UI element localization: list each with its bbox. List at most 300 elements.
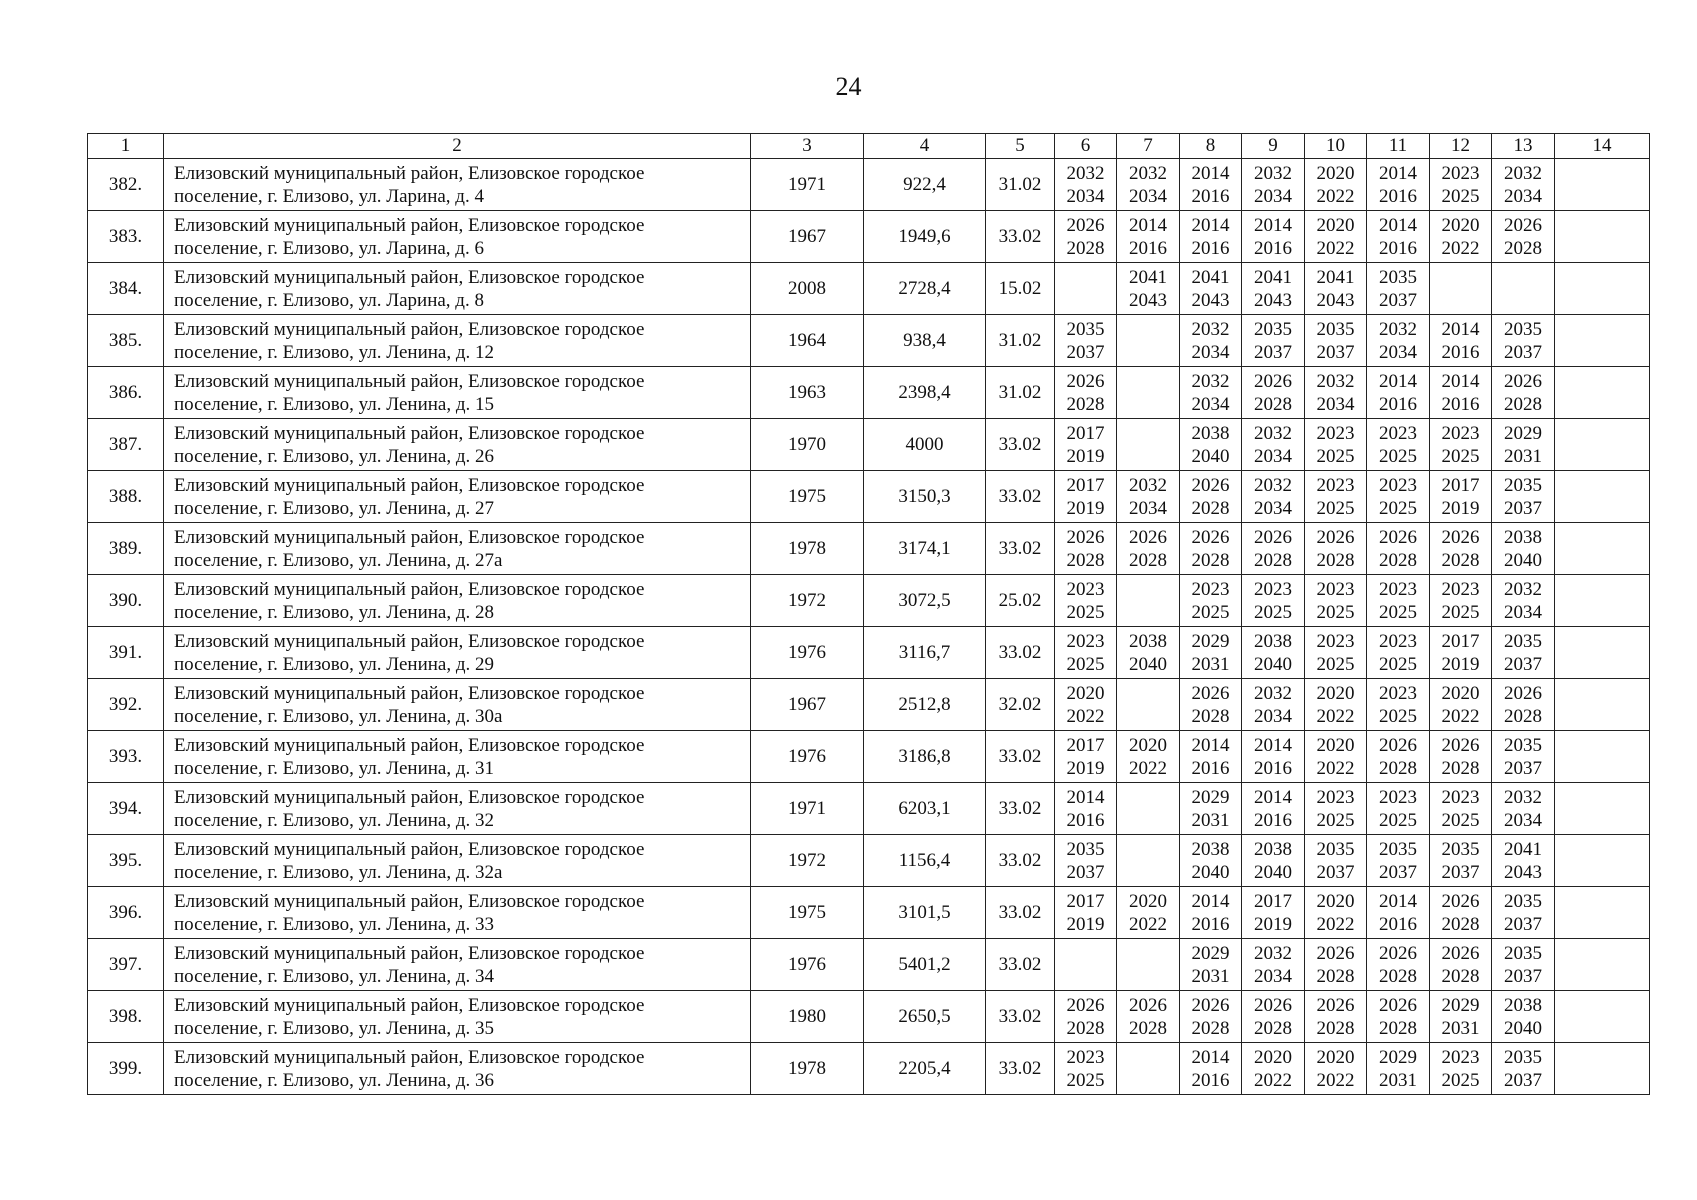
period-end-year: 2016 [1191, 913, 1230, 935]
column-number-header: 4 [864, 134, 986, 159]
period-start-year: 2023 [1379, 422, 1417, 444]
period-start-year: 2020 [1316, 734, 1355, 756]
period-cell [1180, 471, 1242, 523]
row-number-cell: 384. [88, 263, 164, 315]
period-start-year: 2014 [1066, 786, 1105, 808]
period-cell [1180, 991, 1242, 1043]
period-cell [1367, 991, 1430, 1043]
period-start-year: 2020 [1316, 682, 1355, 704]
period-cell [1430, 627, 1492, 679]
period-cell [1430, 731, 1492, 783]
period-cell [1367, 523, 1430, 575]
period-cell [1305, 627, 1367, 679]
period-cell [1180, 367, 1242, 419]
address-line: поселение, г. Елизово, ул. Ленина, д. 27а [174, 549, 503, 571]
period-start-year: 2026 [1066, 370, 1105, 392]
period-start-year: 2023 [1254, 578, 1292, 600]
period-end-year: 2022 [1316, 185, 1355, 207]
period-end-year: 2022 [1129, 913, 1167, 935]
period-start-year: 2014 [1191, 734, 1230, 756]
period-end-year: 2016 [1379, 393, 1417, 415]
row-number-cell: 386. [88, 367, 164, 419]
period-cell [1305, 1043, 1367, 1095]
address-cell [164, 679, 751, 731]
period-end-year: 2019 [1066, 497, 1105, 519]
row-number-cell: 398. [88, 991, 164, 1043]
period-start-year: 2026 [1379, 942, 1417, 964]
housing-register-table [87, 133, 1650, 1095]
code-cell: 32.02 [986, 679, 1055, 731]
period-cell [1242, 627, 1305, 679]
period-end-year: 2043 [1191, 289, 1230, 311]
period-start-year: 2035 [1316, 838, 1355, 860]
table-row [88, 315, 1650, 367]
period-cell [1492, 731, 1555, 783]
period-end-year: 2025 [1066, 1069, 1105, 1091]
period-end-year: 2028 [1504, 705, 1542, 727]
period-cell [1305, 939, 1367, 991]
period-start-year: 2026 [1379, 526, 1417, 548]
address-line: поселение, г. Елизово, ул. Ленина, д. 32а [174, 861, 503, 883]
period-start-year: 2038 [1129, 630, 1167, 652]
period-start-year: 2026 [1066, 526, 1105, 548]
year-cell: 1972 [751, 575, 864, 627]
period-cell [1305, 991, 1367, 1043]
address-cell [164, 419, 751, 471]
period-cell [1430, 315, 1492, 367]
period-cell [1180, 1043, 1242, 1095]
column-14-cell [1555, 263, 1650, 315]
period-end-year: 2016 [1254, 237, 1292, 259]
period-cell [1492, 419, 1555, 471]
column-number-header: 12 [1430, 134, 1492, 159]
period-end-year: 2022 [1316, 757, 1355, 779]
table-row [88, 523, 1650, 575]
period-end-year: 2022 [1441, 705, 1480, 727]
period-cell [1367, 835, 1430, 887]
address-line: Елизовский муниципальный район, Елизовское городское [174, 318, 645, 340]
period-start-year: 2035 [1379, 838, 1417, 860]
period-cell [1055, 679, 1117, 731]
period-start-year: 2026 [1066, 214, 1105, 236]
period-start-year: 2035 [1504, 734, 1542, 756]
period-end-year: 2034 [1129, 185, 1167, 207]
period-end-year: 2016 [1379, 185, 1417, 207]
period-end-year: 2040 [1191, 861, 1230, 883]
period-end-year: 2016 [1191, 1069, 1230, 1091]
period-cell [1492, 211, 1555, 263]
address-line: поселение, г. Елизово, ул. Ленина, д. 15 [174, 393, 495, 415]
period-start-year: 2020 [1441, 214, 1480, 236]
period-end-year: 2034 [1191, 341, 1230, 363]
area-cell: 3186,8 [864, 731, 986, 783]
address-line: Елизовский муниципальный район, Елизовское городское [174, 994, 645, 1016]
period-end-year: 2019 [1066, 757, 1105, 779]
address-line: поселение, г. Елизово, ул. Ларина, д. 6 [174, 237, 484, 259]
period-end-year: 2028 [1379, 1017, 1417, 1039]
period-end-year: 2031 [1504, 445, 1542, 467]
code-cell: 33.02 [986, 991, 1055, 1043]
period-start-year: 2029 [1379, 1046, 1417, 1068]
address-cell [164, 211, 751, 263]
table-row [88, 1043, 1650, 1095]
period-end-year: 2016 [1254, 809, 1292, 831]
period-cell [1055, 835, 1117, 887]
period-cell [1492, 939, 1555, 991]
period-start-year: 2023 [1379, 578, 1417, 600]
address-line: Елизовский муниципальный район, Елизовское городское [174, 890, 645, 912]
code-cell: 15.02 [986, 263, 1055, 315]
period-cell [1492, 159, 1555, 211]
period-cell [1492, 367, 1555, 419]
period-end-year: 2028 [1066, 393, 1105, 415]
period-cell [1305, 575, 1367, 627]
header-row [88, 134, 1650, 159]
column-number-header: 13 [1492, 134, 1555, 159]
column-14-cell [1555, 419, 1650, 471]
period-start-year: 2026 [1441, 890, 1480, 912]
period-end-year: 2016 [1191, 757, 1230, 779]
period-start-year: 2017 [1254, 890, 1292, 912]
period-start-year: 2014 [1379, 162, 1417, 184]
period-end-year: 2028 [1066, 1017, 1105, 1039]
year-cell: 1976 [751, 939, 864, 991]
area-cell: 2512,8 [864, 679, 986, 731]
address-line: поселение, г. Елизово, ул. Ленина, д. 35 [174, 1017, 495, 1039]
period-cell [1492, 679, 1555, 731]
period-end-year: 2037 [1504, 757, 1542, 779]
period-end-year: 2037 [1066, 861, 1105, 883]
period-end-year: 2016 [1191, 185, 1230, 207]
column-14-cell [1555, 835, 1650, 887]
period-cell [1055, 783, 1117, 835]
period-start-year: 2014 [1254, 786, 1292, 808]
period-cell [1117, 263, 1180, 315]
period-cell [1367, 1043, 1430, 1095]
period-cell [1492, 575, 1555, 627]
period-end-year: 2025 [1441, 1069, 1480, 1091]
period-start-year: 2026 [1254, 370, 1292, 392]
period-end-year: 2028 [1379, 965, 1417, 987]
code-cell: 31.02 [986, 367, 1055, 419]
year-cell: 1967 [751, 211, 864, 263]
address-cell [164, 315, 751, 367]
period-end-year: 2025 [1066, 601, 1105, 623]
period-cell [1055, 419, 1117, 471]
period-start-year: 2035 [1254, 318, 1292, 340]
period-end-year: 2037 [1379, 861, 1417, 883]
period-cell [1055, 211, 1117, 263]
period-end-year: 2019 [1441, 653, 1480, 675]
area-cell: 3101,5 [864, 887, 986, 939]
period-start-year: 2032 [1254, 942, 1292, 964]
period-cell [1180, 731, 1242, 783]
period-start-year: 2023 [1066, 578, 1105, 600]
table-row [88, 471, 1650, 523]
code-cell: 33.02 [986, 1043, 1055, 1095]
address-line: поселение, г. Елизово, ул. Ленина, д. 30а [174, 705, 503, 727]
address-line: поселение, г. Елизово, ул. Ларина, д. 4 [174, 185, 484, 207]
year-cell: 1978 [751, 1043, 864, 1095]
row-number-cell: 390. [88, 575, 164, 627]
column-14-cell [1555, 627, 1650, 679]
period-start-year: 2017 [1441, 630, 1480, 652]
period-end-year: 2037 [1504, 1069, 1542, 1091]
period-cell [1305, 367, 1367, 419]
period-end-year: 2025 [1379, 705, 1417, 727]
period-end-year: 2037 [1504, 653, 1542, 675]
period-cell [1055, 471, 1117, 523]
period-cell [1305, 523, 1367, 575]
period-start-year: 2026 [1316, 526, 1355, 548]
period-end-year: 2037 [1504, 965, 1542, 987]
period-end-year: 2037 [1504, 913, 1542, 935]
table-row [88, 939, 1650, 991]
code-cell: 33.02 [986, 419, 1055, 471]
period-cell [1117, 211, 1180, 263]
period-start-year: 2041 [1191, 266, 1230, 288]
period-end-year: 2025 [1316, 445, 1355, 467]
period-cell [1117, 367, 1180, 419]
period-cell [1492, 523, 1555, 575]
period-cell [1492, 471, 1555, 523]
column-number-header: 8 [1180, 134, 1242, 159]
row-number-cell: 393. [88, 731, 164, 783]
period-end-year: 2040 [1191, 445, 1230, 467]
row-number-cell: 382. [88, 159, 164, 211]
period-start-year: 2020 [1441, 682, 1480, 704]
column-14-cell [1555, 211, 1650, 263]
address-line: поселение, г. Елизово, ул. Ленина, д. 26 [174, 445, 495, 467]
period-end-year: 2028 [1379, 549, 1417, 571]
period-end-year: 2031 [1379, 1069, 1417, 1091]
area-cell: 2650,5 [864, 991, 986, 1043]
period-start-year: 2017 [1066, 474, 1105, 496]
area-cell: 2728,4 [864, 263, 986, 315]
period-end-year: 2025 [1379, 445, 1417, 467]
period-cell [1242, 939, 1305, 991]
period-start-year: 2038 [1191, 422, 1230, 444]
period-start-year: 2038 [1254, 838, 1292, 860]
period-end-year: 2025 [1316, 653, 1355, 675]
address-line: поселение, г. Елизово, ул. Ларина, д. 8 [174, 289, 484, 311]
period-end-year: 2034 [1379, 341, 1417, 363]
code-cell: 33.02 [986, 887, 1055, 939]
period-start-year: 2023 [1316, 630, 1355, 652]
period-cell [1055, 159, 1117, 211]
column-14-cell [1555, 315, 1650, 367]
period-start-year: 2035 [1504, 474, 1542, 496]
period-cell [1180, 419, 1242, 471]
period-start-year: 2014 [1254, 734, 1292, 756]
period-start-year: 2023 [1316, 786, 1355, 808]
period-start-year: 2023 [1441, 162, 1480, 184]
period-start-year: 2014 [1379, 370, 1417, 392]
period-cell [1242, 887, 1305, 939]
area-cell: 4000 [864, 419, 986, 471]
period-end-year: 2040 [1129, 653, 1167, 675]
period-cell [1492, 835, 1555, 887]
address-line: Елизовский муниципальный район, Елизовское городское [174, 474, 645, 496]
period-cell [1117, 159, 1180, 211]
period-start-year: 2020 [1129, 734, 1167, 756]
period-cell [1055, 1043, 1117, 1095]
period-start-year: 2020 [1316, 890, 1355, 912]
table-row [88, 835, 1650, 887]
period-end-year: 2028 [1191, 1017, 1230, 1039]
period-end-year: 2016 [1379, 913, 1417, 935]
column-14-cell [1555, 523, 1650, 575]
column-number-header: 7 [1117, 134, 1180, 159]
column-14-cell [1555, 1043, 1650, 1095]
period-end-year: 2028 [1441, 757, 1480, 779]
period-cell [1055, 627, 1117, 679]
period-cell [1305, 419, 1367, 471]
period-cell [1430, 523, 1492, 575]
period-start-year: 2023 [1316, 422, 1355, 444]
period-start-year: 2026 [1191, 474, 1230, 496]
period-end-year: 2034 [1191, 393, 1230, 415]
period-start-year: 2014 [1191, 1046, 1230, 1068]
period-cell [1242, 419, 1305, 471]
year-cell: 1964 [751, 315, 864, 367]
period-cell [1367, 419, 1430, 471]
period-end-year: 2040 [1504, 1017, 1542, 1039]
period-end-year: 2016 [1441, 341, 1480, 363]
period-end-year: 2022 [1066, 705, 1105, 727]
period-end-year: 2019 [1066, 445, 1105, 467]
period-end-year: 2022 [1254, 1069, 1292, 1091]
period-cell [1180, 211, 1242, 263]
period-end-year: 2028 [1254, 1017, 1292, 1039]
code-cell: 31.02 [986, 159, 1055, 211]
period-cell [1055, 523, 1117, 575]
period-start-year: 2032 [1504, 162, 1542, 184]
period-end-year: 2043 [1254, 289, 1292, 311]
address-line: Елизовский муниципальный район, Елизовское городское [174, 1046, 645, 1068]
period-end-year: 2034 [1129, 497, 1167, 519]
period-cell [1305, 679, 1367, 731]
table-row [88, 159, 1650, 211]
period-end-year: 2025 [1316, 601, 1355, 623]
code-cell: 33.02 [986, 627, 1055, 679]
row-number-cell: 399. [88, 1043, 164, 1095]
period-end-year: 2025 [1316, 497, 1355, 519]
period-cell [1367, 211, 1430, 263]
period-cell [1430, 1043, 1492, 1095]
period-end-year: 2037 [1504, 497, 1542, 519]
period-start-year: 2041 [1316, 266, 1355, 288]
column-number-header: 3 [751, 134, 864, 159]
period-cell [1367, 731, 1430, 783]
period-cell [1367, 315, 1430, 367]
period-end-year: 2025 [1379, 809, 1417, 831]
row-number-cell: 392. [88, 679, 164, 731]
period-end-year: 2025 [1254, 601, 1292, 623]
period-cell [1180, 783, 1242, 835]
period-cell [1117, 679, 1180, 731]
period-start-year: 2014 [1441, 370, 1480, 392]
period-start-year: 2035 [1441, 838, 1480, 860]
period-cell [1305, 783, 1367, 835]
period-end-year: 2028 [1254, 393, 1292, 415]
period-start-year: 2023 [1066, 630, 1105, 652]
period-cell [1055, 731, 1117, 783]
year-cell: 1971 [751, 159, 864, 211]
period-end-year: 2016 [1129, 237, 1167, 259]
period-cell [1117, 835, 1180, 887]
period-start-year: 2032 [1254, 422, 1292, 444]
code-cell: 31.02 [986, 315, 1055, 367]
period-start-year: 2032 [1191, 370, 1230, 392]
address-line: Елизовский муниципальный район, Елизовское городское [174, 786, 645, 808]
address-line: Елизовский муниципальный район, Елизовское городское [174, 422, 645, 444]
table-row [88, 367, 1650, 419]
area-cell: 1949,6 [864, 211, 986, 263]
period-cell [1430, 211, 1492, 263]
period-end-year: 2031 [1441, 1017, 1480, 1039]
period-cell [1117, 523, 1180, 575]
period-end-year: 2034 [1254, 445, 1292, 467]
period-start-year: 2035 [1504, 630, 1542, 652]
period-end-year: 2037 [1504, 341, 1542, 363]
period-cell [1180, 939, 1242, 991]
area-cell: 3116,7 [864, 627, 986, 679]
year-cell: 1971 [751, 783, 864, 835]
address-line: поселение, г. Елизово, ул. Ленина, д. 34 [174, 965, 495, 987]
page-number: 24 [835, 72, 862, 101]
year-cell: 1980 [751, 991, 864, 1043]
code-cell: 33.02 [986, 523, 1055, 575]
period-cell [1305, 731, 1367, 783]
year-cell: 1975 [751, 471, 864, 523]
period-end-year: 2022 [1316, 913, 1355, 935]
period-cell [1180, 627, 1242, 679]
period-end-year: 2034 [1254, 497, 1292, 519]
address-cell [164, 263, 751, 315]
period-end-year: 2028 [1441, 913, 1480, 935]
period-cell [1367, 575, 1430, 627]
address-line: Елизовский муниципальный район, Елизовское городское [174, 630, 645, 652]
period-start-year: 2032 [1379, 318, 1417, 340]
period-start-year: 2023 [1191, 578, 1230, 600]
column-14-cell [1555, 159, 1650, 211]
address-cell [164, 731, 751, 783]
period-cell [1055, 939, 1117, 991]
period-start-year: 2026 [1441, 734, 1480, 756]
address-line: Елизовский муниципальный район, Елизовское городское [174, 214, 645, 236]
period-cell [1242, 575, 1305, 627]
row-number-cell: 391. [88, 627, 164, 679]
period-start-year: 2035 [1066, 838, 1105, 860]
address-line: поселение, г. Елизово, ул. Ленина, д. 36 [174, 1069, 495, 1091]
table-row [88, 783, 1650, 835]
period-end-year: 2028 [1504, 237, 1542, 259]
code-cell: 25.02 [986, 575, 1055, 627]
year-cell: 1967 [751, 679, 864, 731]
period-end-year: 2019 [1066, 913, 1105, 935]
period-end-year: 2028 [1316, 965, 1355, 987]
period-cell [1180, 315, 1242, 367]
period-start-year: 2026 [1191, 526, 1230, 548]
period-start-year: 2023 [1316, 578, 1355, 600]
area-cell: 3072,5 [864, 575, 986, 627]
period-end-year: 2034 [1504, 601, 1542, 623]
column-number-header: 10 [1305, 134, 1367, 159]
period-end-year: 2016 [1066, 809, 1105, 831]
period-end-year: 2028 [1316, 1017, 1355, 1039]
column-14-cell [1555, 991, 1650, 1043]
